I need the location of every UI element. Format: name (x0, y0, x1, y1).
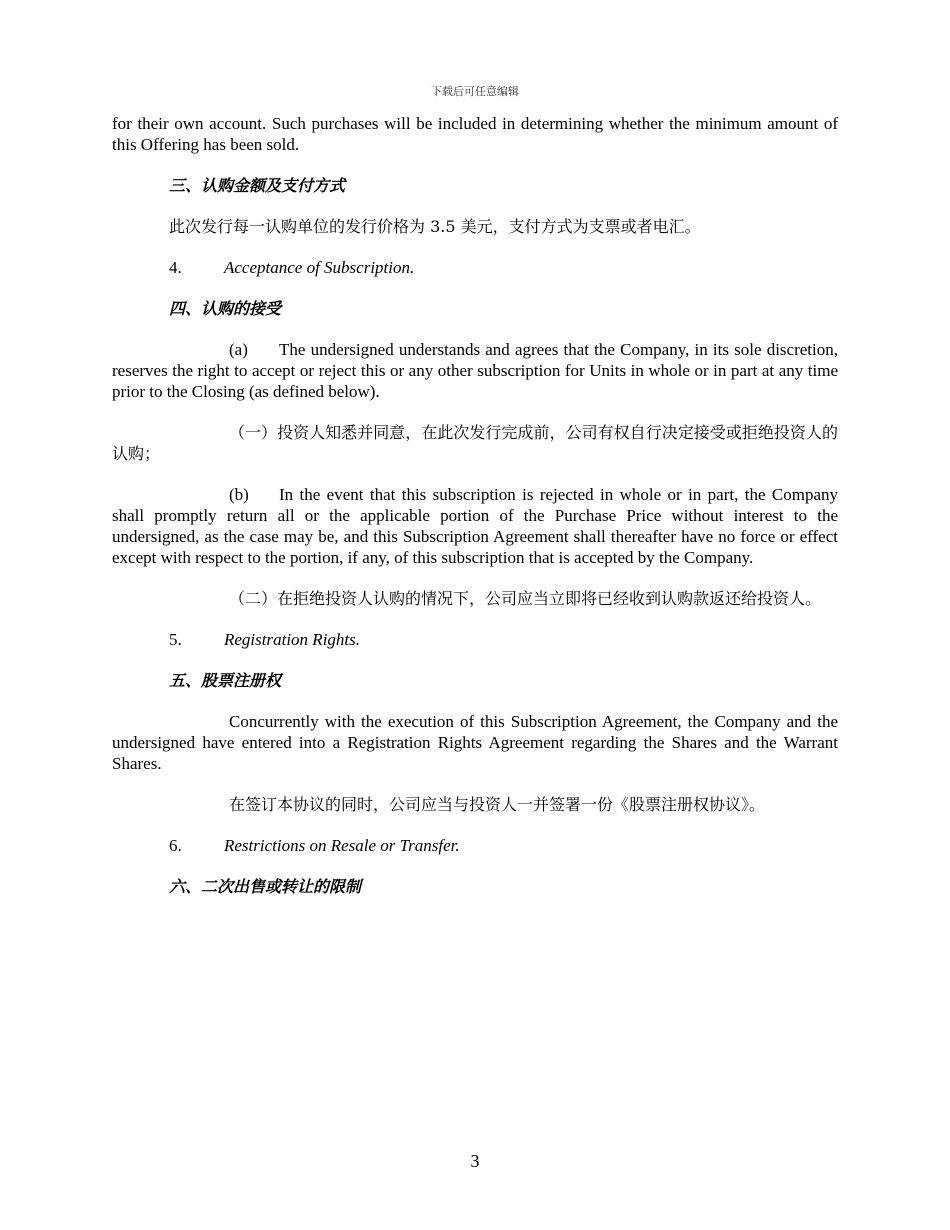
section-4-heading (112, 257, 838, 278)
section-6-title: Restrictions on Resale or Transfer. (224, 836, 460, 855)
section-6-heading (112, 835, 838, 856)
section-5-cn-heading: 五、股票注册权 (169, 671, 282, 690)
paragraph-4a-label: (a) (229, 340, 248, 359)
section-6-number: 6. (169, 836, 182, 855)
section-5-title: Registration Rights. (224, 630, 360, 649)
section-4-title: Acceptance of Subscription. (224, 258, 415, 277)
paragraph-4a-cn: （一）投资人知悉并同意，在此次发行完成前，公司有权自行决定接受或拒绝投资人的认购； (112, 423, 838, 463)
paragraph-4b (112, 484, 838, 568)
document-body (112, 113, 838, 897)
section-5-number: 5. (169, 630, 182, 649)
paragraph-4b-cn: （二）在拒绝投资人认购的情况下，公司应当立即将已经收到认购款返还给投资人。 (229, 589, 822, 608)
section-3-cn-heading: 三、认购金额及支付方式 (169, 176, 346, 195)
page-header: 下载后可任意编辑 (431, 85, 519, 98)
paragraph-5-cn: 在签订本协议的同时，公司应当与投资人一并签署一份《股票注册权协议》。 (229, 795, 766, 814)
section-4-cn-heading: 四、认购的接受 (169, 299, 282, 318)
paragraph-4a-text: The undersigned understands and agrees that the Company, in its sole discretion, reserves the right to accept or reject this or any other subscription for Units in whole or in part at any time prior to the Closing (as defined below). (112, 340, 838, 401)
paragraph-4b-text: In the event that this subscription is rejected in whole or in part, the Company shall promptly return all or the applicable portion of the Purchase Price without interest to the undersigned, as the case may be, and this Subscription Agreement shall thereafter have no force or effect except with respect to the portion, if any, of this subscription that is accepted by the Company. (112, 485, 838, 567)
paragraph-4a (112, 339, 838, 402)
section-3-cn-text: 此次发行每一认购单位的发行价格为 3.5 美元，支付方式为支票或者电汇。 (169, 217, 701, 236)
paragraph-5: Concurrently with the execution of this Subscription Agreement, the Company and the undersigned have entered into a Registration Rights Agreement regarding the Shares and the Warrant Shares. (112, 712, 838, 773)
section-5-heading (112, 629, 838, 650)
page-number: 3 (470, 1151, 480, 1171)
section-6-cn-heading: 六、二次出售或转让的限制 (169, 877, 362, 896)
section-4-number: 4. (169, 258, 182, 277)
paragraph-continuation: for their own account. Such purchases will be included in determining whether the minimum amount of this Offering has been sold. (112, 114, 838, 154)
paragraph-4b-label: (b) (229, 485, 249, 504)
